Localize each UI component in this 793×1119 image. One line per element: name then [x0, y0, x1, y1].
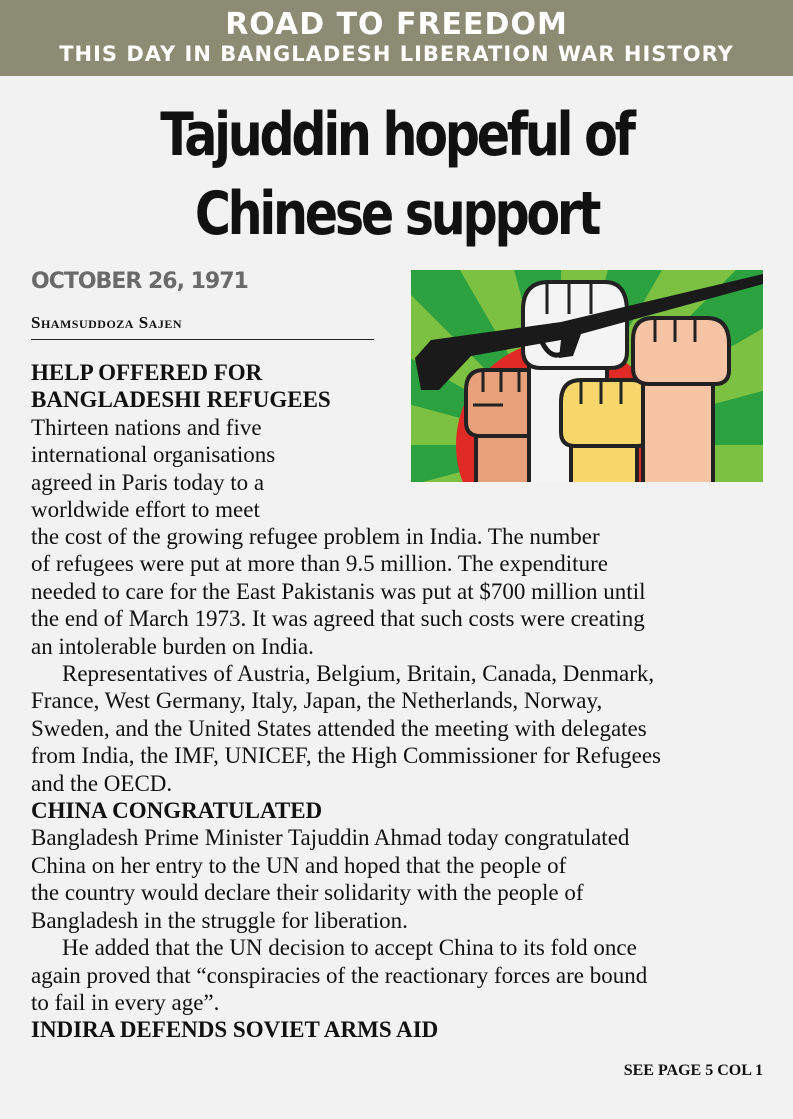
body-line: the country would declare their solidarity with the people of	[31, 880, 584, 906]
body-line: worldwide effort to meet	[31, 497, 260, 523]
body-line: China on her entry to the UN and hoped that the people of	[31, 852, 567, 878]
banner-title: ROAD TO FREEDOM	[225, 7, 568, 42]
subheading: HELP OFFERED FOR	[31, 360, 263, 385]
headline-line-2: Chinese support	[194, 179, 599, 249]
body-line: France, West Germany, Italy, Japan, the Netherlands, Norway,	[31, 688, 603, 714]
headline-line-1: Tajuddin hopeful of	[160, 100, 633, 170]
body-line: He added that the UN decision to accept China to its fold once	[62, 935, 637, 961]
article-body	[31, 523, 771, 1044]
masthead-banner	[0, 0, 793, 76]
subheading: CHINA CONGRATULATED	[31, 798, 323, 824]
body-line: from India, the IMF, UNICEF, the High Commissioner for Refugees	[31, 743, 662, 769]
subheading: BANGLADESHI REFUGEES	[31, 387, 331, 413]
body-line: and the OECD.	[31, 770, 173, 796]
body-line: Thirteen nations and five	[31, 414, 262, 440]
banner-subtitle: THIS DAY IN BANGLADESH LIBERATION WAR HISTORY	[59, 42, 734, 66]
body-line: of refugees were put at more than 9.5 million. The expenditure	[31, 551, 608, 577]
fist-yellow-icon	[561, 380, 651, 482]
body-line: to fail in every age”.	[31, 989, 220, 1015]
body-line: Bangladesh in the struggle for liberation.	[31, 907, 408, 933]
body-line: needed to care for the East Pakistanis was put at $700 million until	[31, 578, 646, 604]
body-line: Representatives of Austria, Belgium, Britain, Canada, Denmark,	[62, 661, 655, 687]
body-line: the cost of the growing refugee problem in India. The number	[31, 524, 600, 549]
body-line: Sweden, and the United States attended the meeting with delegates	[31, 715, 647, 741]
body-line: Bangladesh Prime Minister Tajuddin Ahmad today congratulated	[31, 825, 630, 851]
body-line: an intolerable burden on India.	[31, 633, 314, 659]
fist-pink-icon	[633, 318, 729, 482]
body-line: the end of March 1973. It was agreed that such costs were creating	[31, 606, 645, 632]
raised-fists-rifle-illustration	[411, 270, 763, 482]
body-line: international organisations	[31, 442, 276, 468]
continuation-note: SEE PAGE 5 COL 1	[623, 1062, 763, 1079]
article-date: OCTOBER 26, 1971	[31, 269, 248, 294]
article-headline	[71, 96, 721, 254]
body-line: agreed in Paris today to a	[31, 469, 265, 495]
byline: Shamsuddoza Sajen	[31, 313, 374, 340]
body-line: again proved that “conspiracies of the reactionary forces are bound	[31, 962, 648, 988]
section-help-offered	[31, 359, 376, 523]
subheading: INDIRA DEFENDS SOVIET ARMS AID	[31, 1017, 439, 1043]
